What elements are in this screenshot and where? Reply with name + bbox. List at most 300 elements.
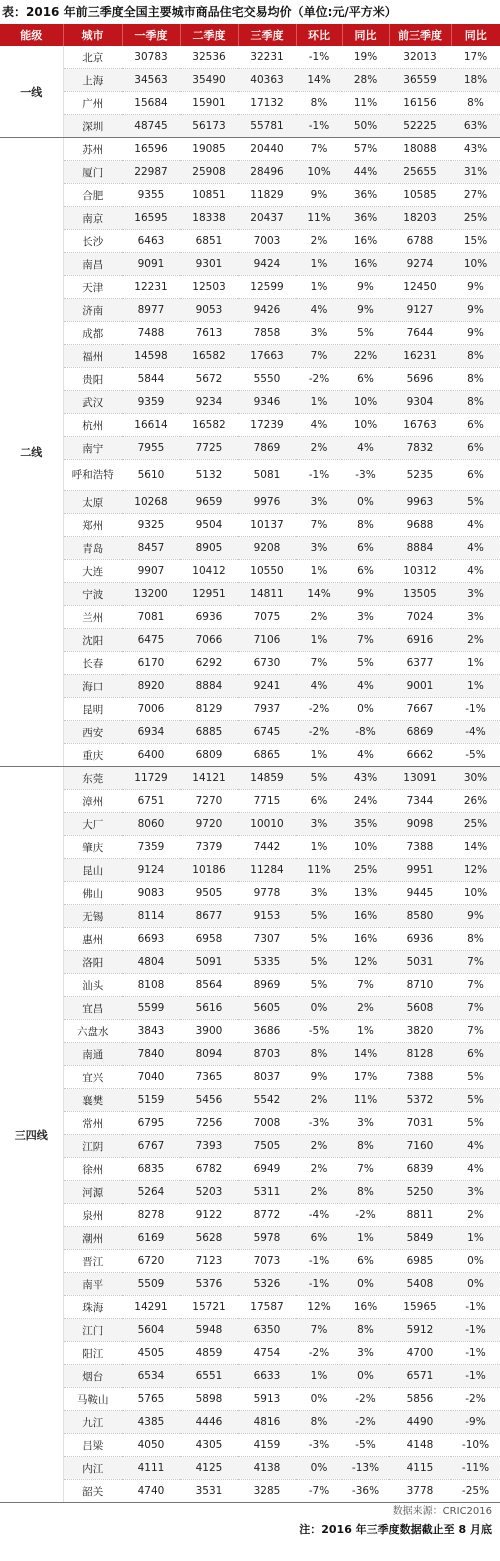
ytd-cell: 36559	[389, 69, 451, 92]
table-row	[0, 138, 500, 161]
ytd-cell: 32013	[389, 46, 451, 69]
city-cell: 南昌	[63, 253, 122, 276]
ytd-yoy-cell: 3%	[451, 606, 500, 629]
ytd-cell: 5608	[389, 997, 451, 1020]
table-row	[0, 69, 500, 92]
q2-cell: 3900	[180, 1020, 238, 1043]
city-cell: 汕头	[63, 974, 122, 997]
table-row	[0, 905, 500, 928]
ytd-cell: 6377	[389, 652, 451, 675]
q3-cell: 6949	[238, 1158, 296, 1181]
ytd-cell: 6839	[389, 1158, 451, 1181]
q3-cell: 7003	[238, 230, 296, 253]
yoy-cell: 5%	[342, 652, 389, 675]
ytd-yoy-cell: 5%	[451, 1089, 500, 1112]
table-row	[0, 322, 500, 345]
ytd-cell: 52225	[389, 115, 451, 138]
q3-cell: 6865	[238, 744, 296, 767]
q1-cell: 4740	[122, 1480, 180, 1503]
ytd-cell: 13091	[389, 767, 451, 790]
ytd-yoy-cell: 6%	[451, 437, 500, 460]
q3-cell: 7505	[238, 1135, 296, 1158]
yoy-cell: -3%	[342, 460, 389, 491]
city-cell: 阳江	[63, 1342, 122, 1365]
q1-cell: 8060	[122, 813, 180, 836]
table-row	[0, 675, 500, 698]
city-cell: 长沙	[63, 230, 122, 253]
city-cell: 马鞍山	[63, 1388, 122, 1411]
q2-cell: 5948	[180, 1319, 238, 1342]
yoy-cell: 7%	[342, 629, 389, 652]
table-row	[0, 437, 500, 460]
q2-cell: 5672	[180, 368, 238, 391]
qoq-cell: 1%	[296, 391, 342, 414]
table-row	[0, 767, 500, 790]
q3-cell: 8703	[238, 1043, 296, 1066]
qoq-cell: 9%	[296, 1066, 342, 1089]
qoq-cell: -1%	[296, 1250, 342, 1273]
ytd-yoy-cell: -1%	[451, 1365, 500, 1388]
city-cell: 深圳	[63, 115, 122, 138]
qoq-cell: -2%	[296, 368, 342, 391]
q3-cell: 14859	[238, 767, 296, 790]
q3-cell: 5311	[238, 1181, 296, 1204]
q2-cell: 5091	[180, 951, 238, 974]
ytd-cell: 8710	[389, 974, 451, 997]
table-row	[0, 974, 500, 997]
q1-cell: 6835	[122, 1158, 180, 1181]
q2-cell: 18338	[180, 207, 238, 230]
ytd-cell: 7024	[389, 606, 451, 629]
q2-cell: 10851	[180, 184, 238, 207]
q2-cell: 5376	[180, 1273, 238, 1296]
q2-cell: 4125	[180, 1457, 238, 1480]
table-row	[0, 813, 500, 836]
ytd-yoy-cell: 12%	[451, 859, 500, 882]
yoy-cell: 4%	[342, 744, 389, 767]
city-cell: 徐州	[63, 1158, 122, 1181]
yoy-cell: 3%	[342, 606, 389, 629]
q3-cell: 4159	[238, 1434, 296, 1457]
q3-cell: 4754	[238, 1342, 296, 1365]
city-cell: 太原	[63, 491, 122, 514]
yoy-cell: 16%	[342, 928, 389, 951]
ytd-yoy-cell: 5%	[451, 491, 500, 514]
table-row	[0, 560, 500, 583]
qoq-cell: 2%	[296, 606, 342, 629]
q2-cell: 6851	[180, 230, 238, 253]
city-cell: 内江	[63, 1457, 122, 1480]
city-cell: 青岛	[63, 537, 122, 560]
qoq-cell: 2%	[296, 230, 342, 253]
q1-cell: 9091	[122, 253, 180, 276]
q3-cell: 7075	[238, 606, 296, 629]
ytd-yoy-cell: 1%	[451, 652, 500, 675]
yoy-cell: 0%	[342, 1273, 389, 1296]
q3-cell: 6633	[238, 1365, 296, 1388]
qoq-cell: -1%	[296, 1273, 342, 1296]
ytd-cell: 4148	[389, 1434, 451, 1457]
q1-cell: 6534	[122, 1365, 180, 1388]
ytd-yoy-cell: 3%	[451, 1181, 500, 1204]
table-row	[0, 859, 500, 882]
qoq-cell: 1%	[296, 836, 342, 859]
ytd-cell: 8811	[389, 1204, 451, 1227]
ytd-yoy-cell: 10%	[451, 882, 500, 905]
ytd-yoy-cell: 6%	[451, 1043, 500, 1066]
q3-cell: 20440	[238, 138, 296, 161]
qoq-cell: 8%	[296, 92, 342, 115]
q1-cell: 8278	[122, 1204, 180, 1227]
ytd-cell: 7667	[389, 698, 451, 721]
q2-cell: 5203	[180, 1181, 238, 1204]
yoy-cell: 10%	[342, 414, 389, 437]
ytd-cell: 8580	[389, 905, 451, 928]
ytd-yoy-cell: -1%	[451, 1296, 500, 1319]
city-cell: 成都	[63, 322, 122, 345]
q1-cell: 8114	[122, 905, 180, 928]
yoy-cell: 36%	[342, 184, 389, 207]
q2-cell: 7365	[180, 1066, 238, 1089]
q2-cell: 5132	[180, 460, 238, 491]
yoy-cell: 9%	[342, 299, 389, 322]
ytd-cell: 12450	[389, 276, 451, 299]
city-cell: 九江	[63, 1411, 122, 1434]
q3-cell: 55781	[238, 115, 296, 138]
city-cell: 兰州	[63, 606, 122, 629]
ytd-yoy-cell: 31%	[451, 161, 500, 184]
q2-cell: 3531	[180, 1480, 238, 1503]
q3-cell: 8772	[238, 1204, 296, 1227]
yoy-cell: 1%	[342, 1020, 389, 1043]
city-cell: 贵阳	[63, 368, 122, 391]
table-row	[0, 790, 500, 813]
ytd-cell: 9304	[389, 391, 451, 414]
q1-cell: 10268	[122, 491, 180, 514]
ytd-cell: 9274	[389, 253, 451, 276]
table-row	[0, 345, 500, 368]
q3-cell: 6730	[238, 652, 296, 675]
q2-cell: 7725	[180, 437, 238, 460]
yoy-cell: -2%	[342, 1388, 389, 1411]
yoy-cell: 17%	[342, 1066, 389, 1089]
ytd-yoy-cell: 7%	[451, 951, 500, 974]
yoy-cell: 8%	[342, 1319, 389, 1342]
data-source: 数据来源：CRIC2016	[392, 1506, 492, 1517]
q2-cell: 7066	[180, 629, 238, 652]
city-cell: 大连	[63, 560, 122, 583]
city-cell: 东莞	[63, 767, 122, 790]
q3-cell: 9241	[238, 675, 296, 698]
q1-cell: 11729	[122, 767, 180, 790]
q2-cell: 5628	[180, 1227, 238, 1250]
city-cell: 呼和浩特	[63, 460, 122, 491]
qoq-cell: 12%	[296, 1296, 342, 1319]
table-row	[0, 1181, 500, 1204]
q3-cell: 9153	[238, 905, 296, 928]
ytd-cell: 6916	[389, 629, 451, 652]
ytd-cell: 4700	[389, 1342, 451, 1365]
q3-cell: 28496	[238, 161, 296, 184]
ytd-cell: 9688	[389, 514, 451, 537]
qoq-cell: 11%	[296, 207, 342, 230]
q3-cell: 11284	[238, 859, 296, 882]
table-row	[0, 1089, 500, 1112]
ytd-yoy-cell: -9%	[451, 1411, 500, 1434]
q1-cell: 5509	[122, 1273, 180, 1296]
ytd-cell: 5031	[389, 951, 451, 974]
qoq-cell: 7%	[296, 345, 342, 368]
table-row	[0, 583, 500, 606]
q1-cell: 9325	[122, 514, 180, 537]
ytd-yoy-cell: 5%	[451, 1112, 500, 1135]
q2-cell: 19085	[180, 138, 238, 161]
ytd-yoy-cell: 8%	[451, 345, 500, 368]
q3-cell: 7307	[238, 928, 296, 951]
ytd-cell: 18203	[389, 207, 451, 230]
q2-cell: 9720	[180, 813, 238, 836]
q3-cell: 8037	[238, 1066, 296, 1089]
q2-cell: 9122	[180, 1204, 238, 1227]
city-cell: 惠州	[63, 928, 122, 951]
q3-cell: 5081	[238, 460, 296, 491]
q3-cell: 3285	[238, 1480, 296, 1503]
qoq-cell: 8%	[296, 1411, 342, 1434]
table-row	[0, 882, 500, 905]
q1-cell: 6400	[122, 744, 180, 767]
table-row	[0, 951, 500, 974]
city-cell: 泉州	[63, 1204, 122, 1227]
qoq-cell: 6%	[296, 790, 342, 813]
city-cell: 济南	[63, 299, 122, 322]
q2-cell: 9659	[180, 491, 238, 514]
qoq-cell: 6%	[296, 1227, 342, 1250]
ytd-cell: 9445	[389, 882, 451, 905]
city-cell: 厦门	[63, 161, 122, 184]
yoy-cell: -2%	[342, 1411, 389, 1434]
yoy-cell: 25%	[342, 859, 389, 882]
qoq-cell: 9%	[296, 184, 342, 207]
yoy-cell: -36%	[342, 1480, 389, 1503]
qoq-cell: 4%	[296, 414, 342, 437]
q2-cell: 15901	[180, 92, 238, 115]
q3-cell: 10010	[238, 813, 296, 836]
q2-cell: 9053	[180, 299, 238, 322]
q3-cell: 11829	[238, 184, 296, 207]
qoq-cell: 14%	[296, 583, 342, 606]
q2-cell: 15721	[180, 1296, 238, 1319]
ytd-yoy-cell: 8%	[451, 391, 500, 414]
ytd-yoy-cell: 7%	[451, 997, 500, 1020]
qoq-cell: 4%	[296, 299, 342, 322]
q2-cell: 5898	[180, 1388, 238, 1411]
q1-cell: 9907	[122, 560, 180, 583]
table-row	[0, 629, 500, 652]
ytd-yoy-cell: -25%	[451, 1480, 500, 1503]
table-row	[0, 1020, 500, 1043]
q2-cell: 8884	[180, 675, 238, 698]
ytd-yoy-cell: -2%	[451, 1388, 500, 1411]
ytd-cell: 5372	[389, 1089, 451, 1112]
table-row	[0, 1480, 500, 1503]
q3-cell: 7106	[238, 629, 296, 652]
table-row	[0, 230, 500, 253]
q1-cell: 6169	[122, 1227, 180, 1250]
q2-cell: 6936	[180, 606, 238, 629]
ytd-yoy-cell: 1%	[451, 675, 500, 698]
ytd-cell: 6788	[389, 230, 451, 253]
q2-cell: 7270	[180, 790, 238, 813]
q3-cell: 6745	[238, 721, 296, 744]
yoy-cell: 6%	[342, 1250, 389, 1273]
yoy-cell: 7%	[342, 974, 389, 997]
qoq-cell: 3%	[296, 882, 342, 905]
table-row	[0, 1043, 500, 1066]
city-cell: 西安	[63, 721, 122, 744]
q2-cell: 4859	[180, 1342, 238, 1365]
table-row	[0, 1227, 500, 1250]
qoq-cell: 1%	[296, 744, 342, 767]
q1-cell: 6463	[122, 230, 180, 253]
q1-cell: 6934	[122, 721, 180, 744]
q1-cell: 9083	[122, 882, 180, 905]
table-row	[0, 1273, 500, 1296]
yoy-cell: 50%	[342, 115, 389, 138]
ytd-yoy-cell: 10%	[451, 253, 500, 276]
q2-cell: 16582	[180, 414, 238, 437]
q1-cell: 4111	[122, 1457, 180, 1480]
ytd-cell: 6869	[389, 721, 451, 744]
ytd-yoy-cell: 1%	[451, 1227, 500, 1250]
ytd-cell: 5849	[389, 1227, 451, 1250]
q3-cell: 7008	[238, 1112, 296, 1135]
table-row	[0, 537, 500, 560]
ytd-yoy-cell: 27%	[451, 184, 500, 207]
qoq-cell: 2%	[296, 1089, 342, 1112]
q3-cell: 8969	[238, 974, 296, 997]
qoq-cell: -2%	[296, 721, 342, 744]
yoy-cell: 28%	[342, 69, 389, 92]
qoq-cell: -3%	[296, 1434, 342, 1457]
yoy-cell: 8%	[342, 1181, 389, 1204]
q3-cell: 4138	[238, 1457, 296, 1480]
ytd-cell: 5912	[389, 1319, 451, 1342]
yoy-cell: 16%	[342, 230, 389, 253]
q2-cell: 5616	[180, 997, 238, 1020]
city-cell: 宜兴	[63, 1066, 122, 1089]
q3-cell: 9426	[238, 299, 296, 322]
city-cell: 韶关	[63, 1480, 122, 1503]
city-cell: 吕梁	[63, 1434, 122, 1457]
yoy-cell: 2%	[342, 997, 389, 1020]
q1-cell: 7955	[122, 437, 180, 460]
q2-cell: 12503	[180, 276, 238, 299]
table-row	[0, 299, 500, 322]
city-cell: 河源	[63, 1181, 122, 1204]
table-row	[0, 997, 500, 1020]
yoy-cell: 4%	[342, 437, 389, 460]
ytd-cell: 9127	[389, 299, 451, 322]
ytd-cell: 8884	[389, 537, 451, 560]
header-ytd-yoy: 同比	[451, 24, 500, 46]
q2-cell: 6885	[180, 721, 238, 744]
ytd-cell: 13505	[389, 583, 451, 606]
ytd-yoy-cell: 0%	[451, 1250, 500, 1273]
qoq-cell: 1%	[296, 560, 342, 583]
q3-cell: 3686	[238, 1020, 296, 1043]
q3-cell: 6350	[238, 1319, 296, 1342]
header-q3: 三季度	[238, 24, 296, 46]
header-ytd: 前三季度	[389, 24, 451, 46]
q1-cell: 13200	[122, 583, 180, 606]
q1-cell: 6720	[122, 1250, 180, 1273]
ytd-yoy-cell: 9%	[451, 905, 500, 928]
yoy-cell: 0%	[342, 698, 389, 721]
table-row	[0, 161, 500, 184]
ytd-yoy-cell: 63%	[451, 115, 500, 138]
q2-cell: 7393	[180, 1135, 238, 1158]
table-row	[0, 698, 500, 721]
ytd-yoy-cell: 6%	[451, 414, 500, 437]
city-cell: 无锡	[63, 905, 122, 928]
ytd-cell: 9951	[389, 859, 451, 882]
q3-cell: 32231	[238, 46, 296, 69]
city-cell: 宁波	[63, 583, 122, 606]
yoy-cell: -5%	[342, 1434, 389, 1457]
qoq-cell: 4%	[296, 675, 342, 698]
qoq-cell: 2%	[296, 1135, 342, 1158]
header-q2: 二季度	[180, 24, 238, 46]
qoq-cell: 1%	[296, 276, 342, 299]
ytd-yoy-cell: 8%	[451, 92, 500, 115]
header-qoq: 环比	[296, 24, 342, 46]
table-row	[0, 92, 500, 115]
table-row	[0, 414, 500, 437]
city-cell: 南宁	[63, 437, 122, 460]
city-cell: 六盘水	[63, 1020, 122, 1043]
ytd-cell: 6662	[389, 744, 451, 767]
city-cell: 襄樊	[63, 1089, 122, 1112]
ytd-yoy-cell: -11%	[451, 1457, 500, 1480]
q2-cell: 7613	[180, 322, 238, 345]
ytd-cell: 7344	[389, 790, 451, 813]
table-row	[0, 1434, 500, 1457]
table-row	[0, 115, 500, 138]
q1-cell: 6475	[122, 629, 180, 652]
table-row	[0, 1365, 500, 1388]
q1-cell: 6693	[122, 928, 180, 951]
yoy-cell: 6%	[342, 560, 389, 583]
table-row	[0, 368, 500, 391]
yoy-cell: 11%	[342, 92, 389, 115]
q2-cell: 9234	[180, 391, 238, 414]
yoy-cell: 24%	[342, 790, 389, 813]
ytd-yoy-cell: 17%	[451, 46, 500, 69]
q3-cell: 40363	[238, 69, 296, 92]
yoy-cell: 57%	[342, 138, 389, 161]
qoq-cell: 5%	[296, 905, 342, 928]
q2-cell: 6551	[180, 1365, 238, 1388]
ytd-cell: 8128	[389, 1043, 451, 1066]
table-row	[0, 514, 500, 537]
ytd-yoy-cell: 8%	[451, 928, 500, 951]
ytd-cell: 9963	[389, 491, 451, 514]
qoq-cell: 0%	[296, 997, 342, 1020]
ytd-cell: 16231	[389, 345, 451, 368]
q1-cell: 16614	[122, 414, 180, 437]
city-cell: 肇庆	[63, 836, 122, 859]
yoy-cell: 8%	[342, 1135, 389, 1158]
